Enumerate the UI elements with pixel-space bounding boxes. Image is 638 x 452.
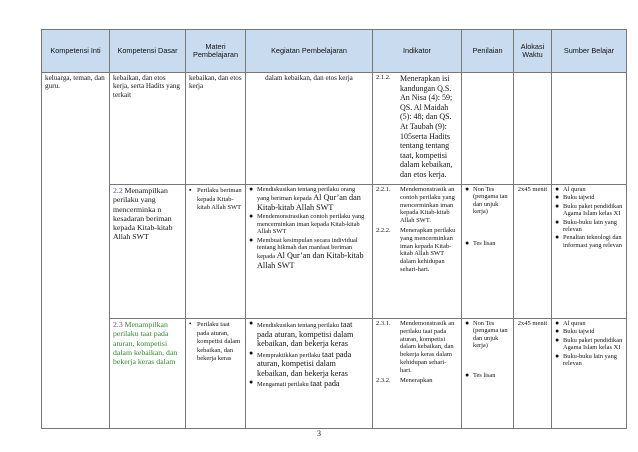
page-number: 3 <box>317 429 321 438</box>
bullet-icon: ● <box>555 351 560 360</box>
indikator-text: Menerapkan <box>400 376 433 384</box>
bullet-icon: ● <box>555 335 560 344</box>
kegiatan-cell <box>246 319 373 429</box>
bullet-icon: ● <box>249 235 254 244</box>
bullet-icon: ● <box>555 201 560 210</box>
kegiatan-cell <box>246 185 373 319</box>
indikator-text: Mendemonstrasik an perilaku taat pada aturan, kompetisi dalam kebaikan, dan bekerja keras dalam kehidupan sehari-hari. <box>400 320 455 374</box>
kegiatan-item: Mendemonstrasikan contoh perilaku yang mencerminkan iman kepada Kitab-kitab Allah SWT <box>257 213 365 236</box>
header-alokasi: Alokasi Waktu <box>514 30 552 73</box>
materi-text: Perilaku beriman kepada Kitab-kitab Allah SWT <box>197 187 242 212</box>
materi-cell <box>186 73 246 185</box>
kd-cell <box>110 185 186 319</box>
indikator-cell <box>373 185 462 319</box>
indikator-number: 2.1.2. <box>376 74 391 81</box>
indikator-number: 2.3.2. <box>376 376 391 384</box>
materi-cell <box>186 185 246 319</box>
kd-cell <box>110 73 186 185</box>
bullet-icon: ● <box>249 319 254 327</box>
header-kompetensi-dasar: Kompetensi Dasar <box>110 30 186 73</box>
bullet-icon: ● <box>555 193 560 202</box>
sumber-item: Buku tajwid <box>563 194 595 202</box>
table-row <box>42 319 627 429</box>
table-row <box>42 185 627 319</box>
kd-text: Menampilkan perilaku yang mencerminka n kesadaran beriman kepada Kitab-kitab Allah SWT <box>113 186 173 242</box>
kegiatan-item-emphasis: Al Qur’an dan Kitab-kitab Allah SWT <box>257 251 364 270</box>
header-sumber: Sumber Belajar <box>552 30 627 73</box>
bullet-icon: ● <box>555 185 560 193</box>
bullet-icon: ● <box>249 378 254 386</box>
indikator-text: Menerapkan isi kandungan Q.S. An Nisa (4): 59; QS. Al Maidah (5): 48; dan QS. At Taubah (9): 105serta Hadits tentang tentang taat, kompetisi dalam kebaikan, dan etos kerja. <box>400 74 453 179</box>
sumber-item: Buku-buku lain yang relevan <box>563 218 617 234</box>
kegiatan-text: dalam kebaikan, dan etos kerja <box>265 74 353 82</box>
ki-text: keluarga, teman, dan guru. <box>45 74 105 91</box>
kd-number: 2.2 <box>113 186 123 195</box>
header-kegiatan: Kegiatan Pembelajaran <box>246 30 373 73</box>
sumber-cell <box>552 185 627 319</box>
alokasi-text: 2x45 menit <box>517 186 548 193</box>
alokasi-cell <box>514 73 552 185</box>
syllabus-table <box>41 29 627 429</box>
bullet-icon: • <box>189 320 192 328</box>
alokasi-cell <box>514 185 552 319</box>
table-row <box>42 73 627 185</box>
sumber-cell <box>552 319 627 429</box>
sumber-item: Buku-buku lain yang relevan <box>563 352 617 368</box>
penilaian-item: Non Tes (pengama tan dan unjuk kerja) <box>473 320 508 350</box>
header-row <box>42 30 627 73</box>
indikator-number: 2.3.1. <box>376 320 391 327</box>
bullet-icon: ● <box>555 233 560 242</box>
square-bullet-icon: ▪ <box>189 186 192 194</box>
sumber-item: Al quran <box>563 186 586 193</box>
bullet-icon: ● <box>465 185 470 193</box>
kegiatan-item: Mempraktikkan perilaku <box>257 351 322 359</box>
kegiatan-item-emphasis: taat pada <box>310 379 340 388</box>
indikator-text: Mendemonstrasik an contoh perilaku yang mencerminkan iman kepada Kitab-kitab Allah SWT. <box>400 186 455 225</box>
kegiatan-item: Membuat kesimpulan secara individual tentang hikmah dan manfaat beriman kepada <box>257 236 358 261</box>
alokasi-cell <box>514 319 552 429</box>
penilaian-cell <box>462 319 514 429</box>
materi-text: kebaikan, dan etos kerja <box>189 74 242 91</box>
kegiatan-item-emphasis: Al Qur’an dan Kitab-kitab Allah SWT <box>257 193 361 212</box>
kegiatan-cell <box>246 73 373 185</box>
kegiatan-item: Mendiskusikan tentang perilaku <box>257 322 341 329</box>
kd-text: Menampilkan perilaku taat pada aturan, kompetisi dalam kebaikan, dan bekerja keras dalam <box>113 320 178 367</box>
kegiatan-item: Mengamati perilaku <box>257 381 311 388</box>
penilaian-cell <box>462 185 514 319</box>
bullet-icon: ● <box>249 185 254 193</box>
bullet-icon: ● <box>249 212 254 221</box>
kegiatan-item: Mendiskusikan tentang perilaku orang yang beriman kepada <box>257 186 356 203</box>
materi-cell <box>186 319 246 429</box>
indikator-text: Menerapkan perilaku yang mencerminkan iman kepada Kitab-kitab Allah SWT dalam kehidupan sehari-hari. <box>400 226 456 273</box>
indikator-number: 2.2.2. <box>376 226 391 234</box>
indikator-cell <box>373 73 462 185</box>
sumber-cell <box>552 73 627 185</box>
bullet-icon: ● <box>555 319 560 327</box>
bullet-icon: ● <box>555 327 560 336</box>
bullet-icon: ● <box>465 238 470 247</box>
sumber-item: Penaltan teknologi dan informasi yang relevan <box>563 234 622 249</box>
kegiatan-item-emphasis: taat pada aturan, kompetisi dalam kebaikan, dan bekerja keras <box>257 320 354 348</box>
sumber-item: Buku paket pendidikan Agama Islam kelas XI <box>563 202 623 218</box>
alokasi-text: 2x45 menit <box>517 320 548 327</box>
indikator-cell <box>373 319 462 429</box>
penilaian-cell <box>462 73 514 185</box>
header-kompetensi-inti: Kompetensi Inti <box>42 30 110 73</box>
kegiatan-item-emphasis: taat pada aturan, kompetisi dalam kebaikan, dan bekerja keras <box>257 349 352 378</box>
sumber-item: Buku paket pendidikan Agama Islam kelas XI <box>563 336 623 352</box>
materi-text: Perilaku taat pada aturan, kompetisi dalam kebaikan, dan bekerja keras <box>197 321 241 363</box>
kd-text: kebaikan, dan etos kerja, serta Hadits yang terkait <box>113 74 180 99</box>
penilaian-item: Tes lisan <box>473 371 496 379</box>
penilaian-item: Non Tes (pengama tan dan unjuk kerja) <box>473 186 508 216</box>
kd-cell <box>110 319 186 429</box>
sumber-item: Buku tajwid <box>563 328 595 336</box>
kd-number: 2.3 <box>113 320 123 329</box>
bullet-icon: ● <box>555 217 560 226</box>
header-materi: Materi Pembelajaran <box>186 30 246 73</box>
header-penilaian: Penilaian <box>462 30 514 73</box>
header-indikator: Indikator <box>373 30 462 73</box>
bullet-icon: ● <box>249 348 254 357</box>
bullet-icon: ● <box>465 319 470 327</box>
bullet-icon: ● <box>465 370 470 379</box>
penilaian-item: Tes lisan <box>473 239 496 247</box>
sumber-item: Al quran <box>563 320 586 327</box>
indikator-number: 2.2.1. <box>376 186 391 193</box>
ki-cell <box>42 73 110 429</box>
